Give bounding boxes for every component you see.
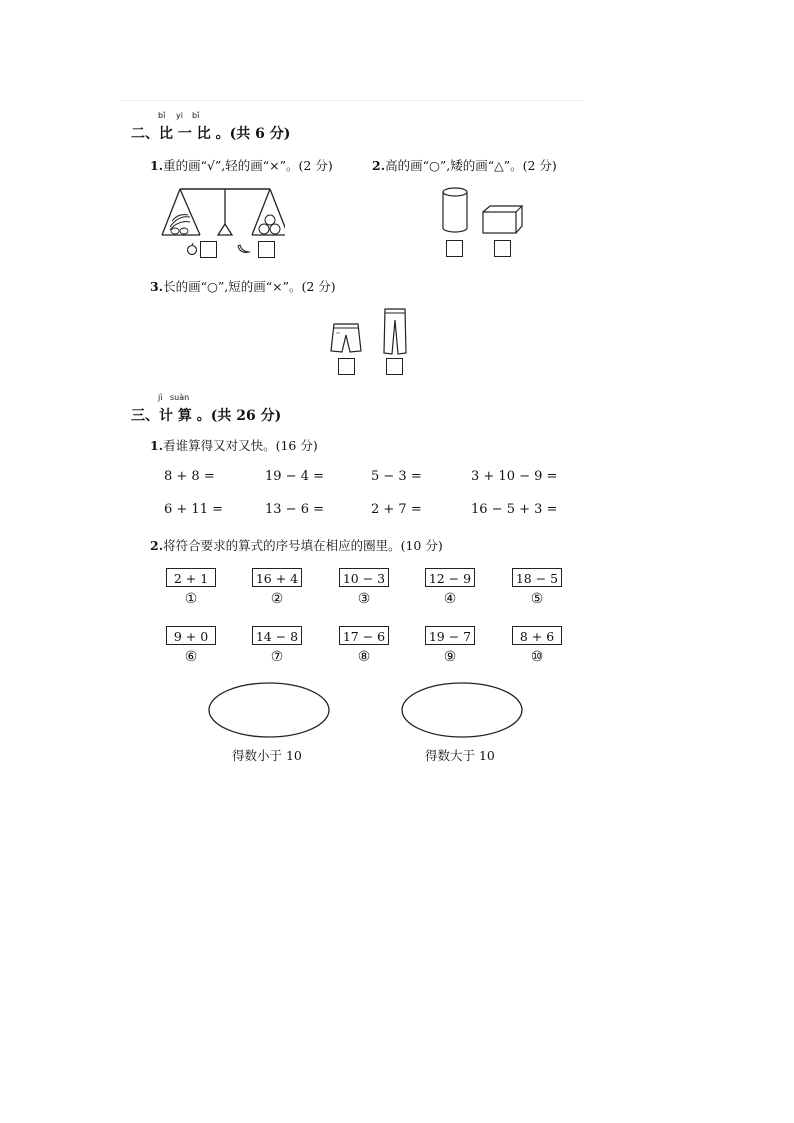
expr-number-3: ③	[357, 591, 371, 607]
balance-scale-figure	[160, 183, 285, 241]
equation: 16 − 5 + 3 =	[471, 502, 558, 517]
cylinder-figure	[440, 186, 470, 234]
expr-number-9: ⑨	[443, 649, 457, 665]
oval-label-less: 得数小于 10	[232, 748, 302, 763]
expr-box-3: 10 − 3	[339, 568, 389, 587]
q3-shorts-answer-box[interactable]	[338, 358, 355, 375]
q3-num: 3.	[150, 279, 164, 294]
q2-cuboid-answer-box[interactable]	[494, 240, 511, 257]
equation: 5 − 3 =	[371, 469, 422, 484]
calc1-num: 1.	[150, 438, 164, 453]
oval-less-than-10[interactable]	[206, 680, 332, 740]
q1-instruction: 重的画“√”,轻的画“×”。(2 分)	[163, 158, 333, 173]
q1-text	[150, 156, 333, 174]
expr-number-4: ④	[443, 591, 457, 607]
expr-box-2: 16 + 4	[252, 568, 302, 587]
expr-number-7: ⑦	[270, 649, 284, 665]
section3-heading: 三、计 算 。(共 26 分)	[131, 408, 282, 424]
q3-text	[150, 277, 336, 295]
equation: 19 − 4 =	[265, 469, 324, 484]
expr-box-5: 18 − 5	[512, 568, 562, 587]
q1-apple-answer-box[interactable]	[200, 241, 217, 258]
equation: 3 + 10 − 9 =	[471, 469, 558, 484]
q3-instruction: 长的画“○”,短的画“×”。(2 分)	[163, 279, 336, 294]
pinyin-bi2: bǐ	[192, 111, 200, 120]
apple-icon	[186, 242, 198, 255]
equation: 8 + 8 =	[164, 469, 215, 484]
expr-number-10: ⑩	[530, 649, 544, 665]
expr-box-6: 9 + 0	[166, 626, 216, 645]
pinyin-bi1: bǐ	[158, 111, 166, 120]
expr-number-1: ①	[184, 591, 198, 607]
pinyin-ji: jì	[158, 393, 163, 402]
q2-num: 2.	[372, 158, 386, 173]
equation: 6 + 11 =	[164, 502, 223, 517]
banana-icon	[236, 242, 252, 255]
expr-box-9: 19 − 7	[425, 626, 475, 645]
expr-box-4: 12 − 9	[425, 568, 475, 587]
q2-cylinder-answer-box[interactable]	[446, 240, 463, 257]
q2-instruction: 高的画“○”,矮的画“△”。(2 分)	[385, 158, 557, 173]
equation: 2 + 7 =	[371, 502, 422, 517]
pinyin-suan: suàn	[170, 393, 190, 402]
calc1-text	[150, 436, 318, 454]
calc1-instruction: 看谁算得又对又快。(16 分)	[163, 438, 318, 453]
q1-num: 1.	[150, 158, 164, 173]
pinyin-yi: yi	[176, 111, 183, 120]
calc2-text	[150, 536, 443, 554]
section2-heading: 二、比 一 比 。(共 6 分)	[131, 126, 291, 142]
q3-trousers-answer-box[interactable]	[386, 358, 403, 375]
expr-number-8: ⑧	[357, 649, 371, 665]
q2-text	[372, 156, 557, 174]
cuboid-figure	[480, 204, 526, 236]
expr-number-5: ⑤	[530, 591, 544, 607]
expr-box-1: 2 + 1	[166, 568, 216, 587]
shorts-figure	[328, 321, 364, 355]
equation: 13 − 6 =	[265, 502, 324, 517]
oval-label-greater: 得数大于 10	[425, 748, 495, 763]
expr-number-6: ⑥	[184, 649, 198, 665]
q1-banana-answer-box[interactable]	[258, 241, 275, 258]
scan-edge	[120, 100, 584, 101]
oval-greater-than-10[interactable]	[399, 680, 525, 740]
calc2-num: 2.	[150, 538, 164, 553]
calc2-instruction: 将符合要求的算式的序号填在相应的圈里。(10 分)	[163, 538, 443, 553]
expr-number-2: ②	[270, 591, 284, 607]
trousers-figure	[380, 306, 410, 356]
expr-box-7: 14 − 8	[252, 626, 302, 645]
expr-box-10: 8 + 6	[512, 626, 562, 645]
expr-box-8: 17 − 6	[339, 626, 389, 645]
